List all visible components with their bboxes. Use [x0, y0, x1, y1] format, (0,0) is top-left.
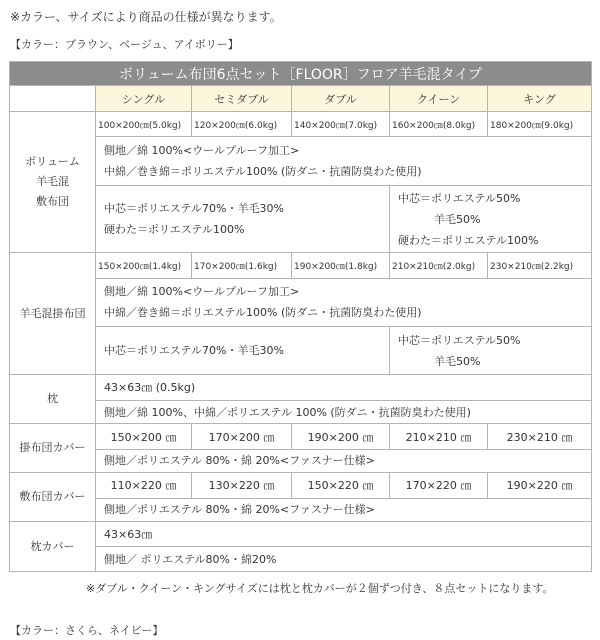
category-kakebuton-cover: 掛布団カバー — [10, 424, 96, 473]
size-header-queen: クイーン — [390, 86, 488, 111]
spec-cell: 側地／綿 100%、中綿／ポリエステル 100% (防ダニ・抗菌防臭わた使用) — [96, 400, 592, 423]
footnote: ※ダブル・クイーン・キングサイズには枕と枕カバーが２個ずつ付き、８点セットになります。 — [86, 582, 554, 595]
spec-cell: 側地／ ポリエステル80%・綿20% — [96, 547, 592, 572]
size-header-semidouble: セミダブル — [192, 86, 292, 111]
size-header-single: シングル — [96, 86, 192, 111]
category-kakebuton: 羊毛混掛布団 — [10, 253, 96, 375]
dim-cell: 210×210 ㎝ — [390, 424, 488, 449]
category-line: 羊毛混 — [36, 175, 69, 189]
dim-cell: 100×200㎝(5.0kg) — [96, 111, 192, 136]
spec-cell: 側地／ポリエステル 80%・綿 20%<ファスナー仕様> — [96, 498, 592, 521]
dim-cell: 150×200 ㎝ — [96, 424, 192, 449]
spec-cell: 側地／ポリエステル 80%・綿 20%<ファスナー仕様> — [96, 449, 592, 472]
dim-cell: 170×200㎝(1.6kg) — [192, 253, 292, 278]
spec-line: 中綿／巻き綿＝ポリエステル100% (防ダニ・抗菌防臭わた使用) — [104, 306, 422, 320]
spec-line: 羊毛50% — [434, 354, 481, 368]
category-line: 敷布団 — [36, 195, 69, 209]
spec-line: 硬わた＝ポリエステル100% — [104, 223, 245, 237]
spec-line: 中芯＝ポリエステル70%・羊毛30% — [104, 202, 284, 216]
spec-table — [9, 61, 592, 572]
spec-line: 羊毛50% — [434, 212, 481, 226]
spec-cell — [96, 137, 592, 186]
spec-line: 側地／綿 100%<ウールプルーフ加工> — [104, 285, 300, 299]
dim-cell: 190×200 ㎝ — [292, 424, 390, 449]
header-blank — [10, 86, 96, 111]
note-top: ※カラー、サイズにより商品の仕様が異なります。 — [10, 10, 282, 24]
spec-line: 中芯＝ポリエステル50% — [398, 333, 521, 347]
color-label-brown-beige-ivory: 【カラー：ブラウン、ベージュ、アイボリー】 — [10, 38, 239, 51]
spec-line: 中芯＝ポリエステル50% — [398, 191, 521, 205]
dim-cell: 210×210㎝(2.0kg) — [390, 253, 488, 278]
dim-cell: 180×200㎝(9.0kg) — [488, 111, 592, 136]
dim-cell: 190×200㎝(1.8kg) — [292, 253, 390, 278]
size-header-king: キング — [488, 86, 592, 111]
category-makura-cover: 枕カバー — [10, 522, 96, 572]
dim-cell: 43×63㎝ — [96, 522, 592, 547]
dim-cell: 120×200㎝(6.0kg) — [192, 111, 292, 136]
dim-cell: 160×200㎝(8.0kg) — [390, 111, 488, 136]
core-cell-queen-king — [390, 186, 592, 253]
dim-cell: 150×220 ㎝ — [292, 473, 390, 498]
spec-line: 硬わた＝ポリエステル100% — [398, 233, 539, 247]
dim-cell: 110×220 ㎝ — [96, 473, 192, 498]
spec-line: 側地／綿 100%<ウールプルーフ加工> — [104, 144, 300, 158]
size-header-double: ダブル — [292, 86, 390, 111]
category-makura: 枕 — [10, 375, 96, 424]
category-line: ボリューム — [25, 155, 80, 169]
dim-cell: 150×200㎝(1.4kg) — [96, 253, 192, 278]
category-shikibuton — [10, 111, 96, 252]
category-shikibuton-cover: 敷布団カバー — [10, 473, 96, 522]
table-title: ボリューム布団6点セット［FLOOR］フロア羊毛混タイプ — [10, 62, 592, 86]
dim-cell: 130×220 ㎝ — [192, 473, 292, 498]
dim-cell: 230×210 ㎝ — [488, 424, 592, 449]
core-cell-single-double: 中芯＝ポリエステル70%・羊毛30% — [96, 326, 390, 375]
spec-cell — [96, 278, 592, 326]
core-cell-queen-king — [390, 326, 592, 375]
core-cell-single-double — [96, 186, 390, 253]
dim-cell: 170×220 ㎝ — [390, 473, 488, 498]
dim-cell: 170×200 ㎝ — [192, 424, 292, 449]
dim-cell: 43×63㎝ (0.5kg) — [96, 375, 592, 400]
dim-cell: 230×210㎝(2.2kg) — [488, 253, 592, 278]
spec-line: 中綿／巻き綿＝ポリエステル100% (防ダニ・抗菌防臭わた使用) — [104, 165, 422, 179]
color-label-sakura-navy: 【カラー：さくら、ネイビー】 — [10, 624, 164, 637]
dim-cell: 190×220 ㎝ — [488, 473, 592, 498]
dim-cell: 140×200㎝(7.0kg) — [292, 111, 390, 136]
